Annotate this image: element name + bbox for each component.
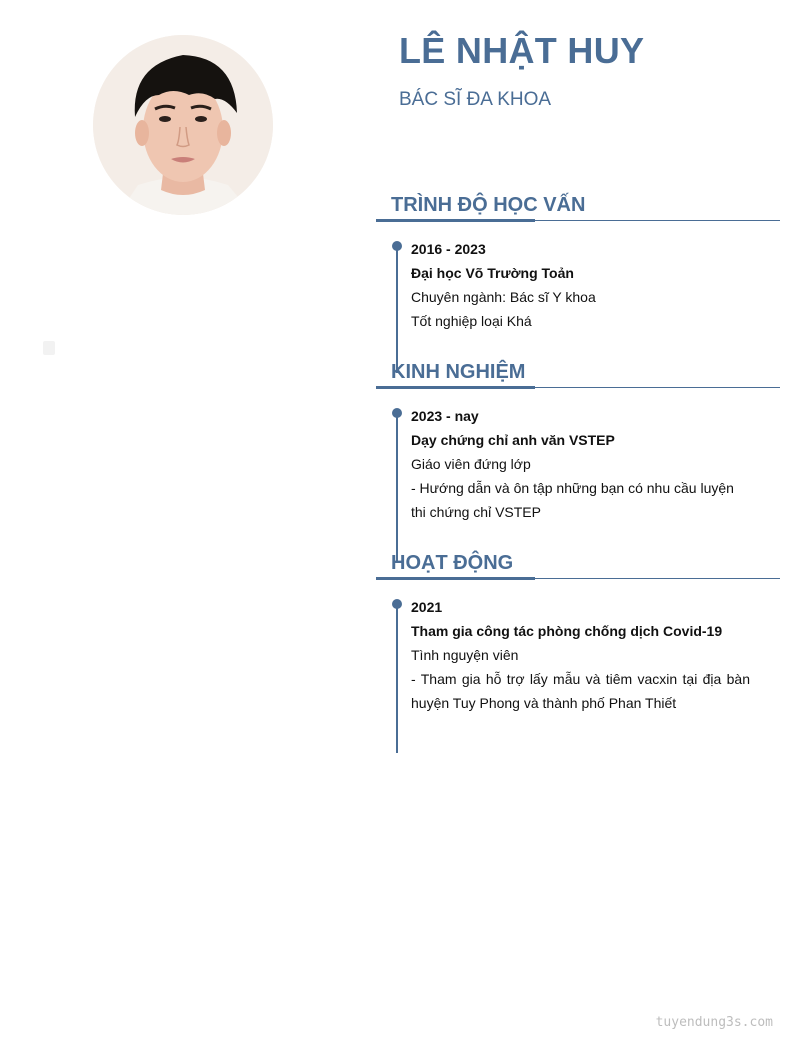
timeline-dot [392, 408, 402, 418]
profile-photo-illustration [93, 35, 273, 215]
timeline-dot [392, 241, 402, 251]
education-entry [396, 223, 750, 333]
activity-title: Tham gia công tác phòng chống dịch Covid-19 [411, 623, 723, 639]
candidate-name: LÊ NHẬT HUY [399, 30, 645, 71]
timeline-line [396, 410, 398, 562]
experience-description: - Hướng dẫn và ôn tập những bạn có nhu cầu luyện thi chứng chỉ VSTEP [411, 480, 734, 520]
profile-photo [93, 35, 273, 215]
timeline-line [396, 243, 398, 373]
faint-mark [43, 341, 55, 355]
timeline-line [396, 601, 398, 753]
timeline-dot [392, 599, 402, 609]
activities-heading: HOẠT ĐỘNG [391, 552, 514, 574]
activities-entry [396, 581, 750, 715]
experience-entry [396, 390, 750, 524]
activity-role: Tình nguyện viên [411, 647, 519, 663]
candidate-title: BÁC SĨ ĐA KHOA [399, 89, 552, 110]
experience-organization: Dạy chứng chỉ anh văn VSTEP [411, 432, 615, 448]
education-period: 2016 - 2023 [411, 241, 486, 257]
education-institution: Đại học Võ Trường Toản [411, 265, 574, 281]
education-major: Chuyên ngành: Bác sĩ Y khoa [411, 289, 596, 305]
experience-section [376, 358, 780, 524]
education-heading: TRÌNH ĐỘ HỌC VẤN [391, 194, 586, 216]
activities-section [376, 549, 780, 715]
site-watermark: tuyendung3s.com [655, 1015, 773, 1030]
experience-position: Giáo viên đứng lớp [411, 456, 531, 472]
experience-heading: KINH NGHIỆM [391, 361, 526, 383]
education-grade: Tốt nghiệp loại Khá [411, 313, 532, 329]
experience-period: 2023 - nay [411, 408, 479, 424]
activity-period: 2021 [411, 599, 443, 615]
education-section [376, 191, 780, 333]
activity-description: - Tham gia hỗ trợ lấy mẫu và tiêm vacxin tại địa bàn huyện Tuy Phong và thành phố Phan Thiết [411, 671, 750, 711]
